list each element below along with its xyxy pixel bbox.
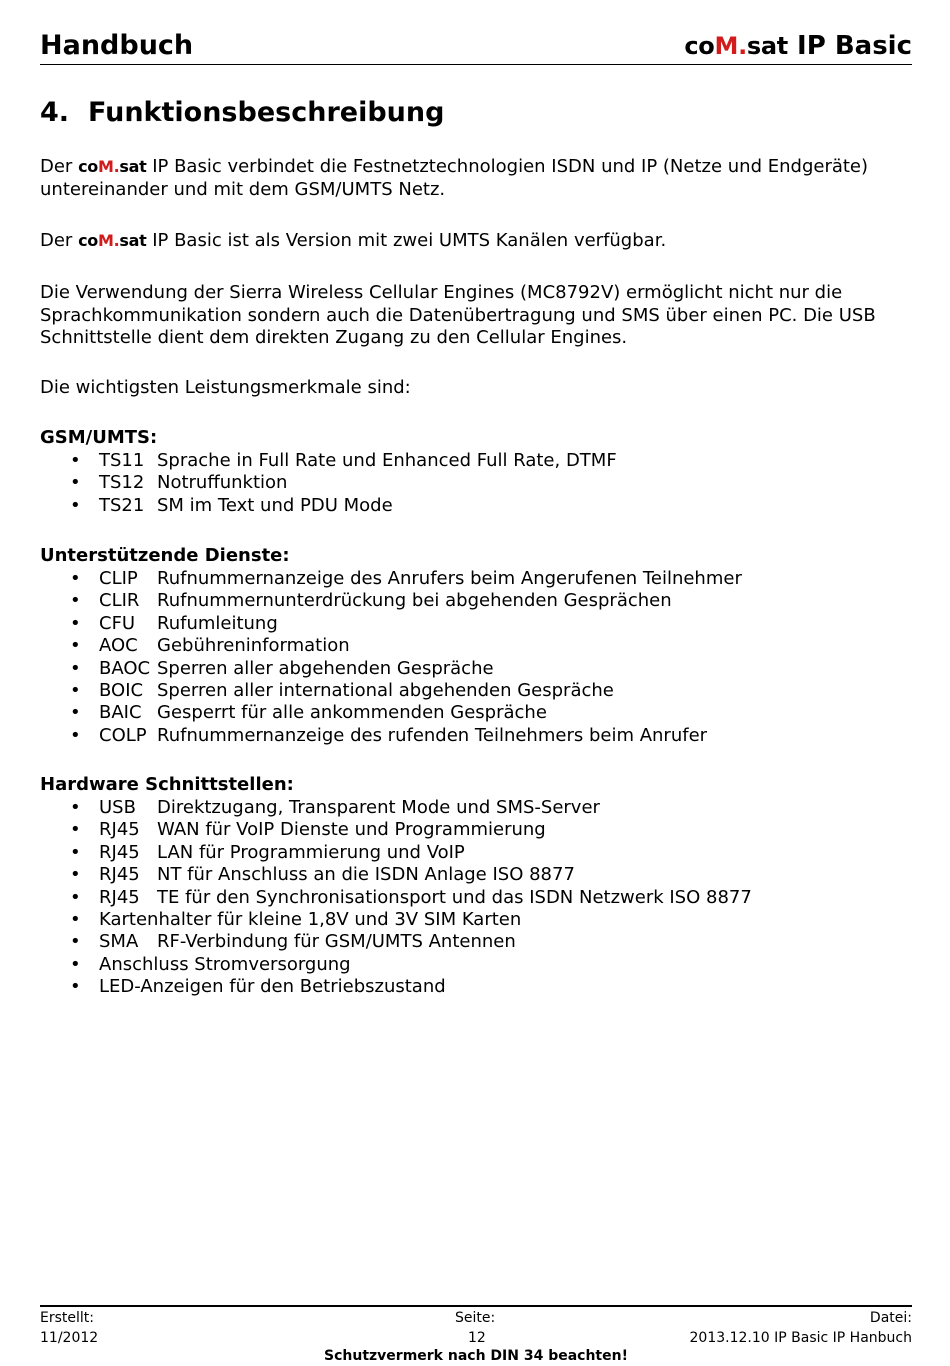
header-brand xyxy=(684,28,912,64)
footer-created-label: Erstellt: xyxy=(40,1310,94,1326)
protection-notice: Schutzvermerk nach DIN 34 beachten! xyxy=(324,1348,628,1364)
paragraph-intro xyxy=(40,156,912,201)
comsat-inline-logo xyxy=(78,231,146,250)
item-text: LED-Anzeigen für den Betriebszustand xyxy=(99,976,446,998)
item-code: TS21 xyxy=(99,494,145,516)
item-desc: RF-Verbindung für GSM/UMTS Antennen xyxy=(157,931,516,953)
bullet: • xyxy=(70,472,81,494)
bullet: • xyxy=(70,702,81,724)
item-code: TS12 xyxy=(99,472,145,494)
bullet: • xyxy=(70,679,81,701)
item-desc: NT für Anschluss an die ISDN Anlage ISO 8877 xyxy=(157,864,575,886)
inline-logo-m: M xyxy=(97,231,114,250)
item-desc: Rufnummernanzeige des rufenden Teilnehmers beim Anrufer xyxy=(157,724,708,746)
footer-file-label: Datei: xyxy=(869,1310,912,1326)
bullet: • xyxy=(70,568,81,589)
comsat-logo xyxy=(684,32,788,60)
footer-page-number: 12 xyxy=(468,1330,486,1346)
logo-co: co xyxy=(684,32,715,60)
bullet: • xyxy=(70,931,81,953)
bullet: • xyxy=(70,612,81,634)
item-desc: WAN für VoIP Dienste und Programmierung xyxy=(157,819,546,841)
bullet: • xyxy=(70,841,81,863)
item-desc: Rufnummernunterdrückung bei abgehenden Gesprächen xyxy=(157,590,672,612)
document-page xyxy=(40,0,912,1362)
item-code: RJ45 xyxy=(99,841,140,863)
comsat-inline-logo xyxy=(78,157,146,176)
paragraph-engines: Die Verwendung der Sierra Wireless Cellular Engines (MC8792V) ermöglicht nicht nur die Sprachkommunikation sondern auch die Datenübertragung und SMS über einen PC. Die USB Schnittstelle dient dem direkten Zugang zu den Cellular Engines. xyxy=(40,282,876,348)
page-header xyxy=(40,28,912,65)
bullet: • xyxy=(70,590,81,612)
item-code: BAOC xyxy=(99,657,151,679)
bullet: • xyxy=(70,953,81,975)
header-product: IP Basic xyxy=(797,31,912,61)
item-desc: LAN für Programmierung und VoIP xyxy=(157,841,465,863)
item-code: RJ45 xyxy=(99,819,140,841)
page-footer xyxy=(40,1305,912,1307)
item-desc: Sperren aller abgehenden Gespräche xyxy=(157,657,494,679)
logo-dot: . xyxy=(738,32,747,60)
inline-logo-m: M xyxy=(97,157,114,176)
paragraph-version-text: IP Basic ist als Version mit zwei UMTS Kanälen verfügbar. xyxy=(152,230,667,251)
section-heading xyxy=(40,96,444,130)
paragraph-intro-text: IP Basic verbindet die Festnetztechnologien ISDN und IP (Netze und Endgeräte) untereinander und mit dem GSM/UMTS Netz. xyxy=(40,156,869,200)
footer-file-value: 2013.12.10 IP Basic IP Hanbuch xyxy=(689,1330,912,1346)
item-text: Anschluss Stromversorgung xyxy=(99,953,351,975)
item-code: TS11 xyxy=(99,450,145,471)
item-code: BAIC xyxy=(99,702,142,724)
section-title: Funktionsbeschreibung xyxy=(88,97,445,128)
bullet: • xyxy=(70,635,81,657)
item-desc: Sprache in Full Rate und Enhanced Full Rate, DTMF xyxy=(157,450,617,471)
paragraph-version xyxy=(40,230,912,253)
inline-logo-dot: . xyxy=(113,231,120,250)
item-code: AOC xyxy=(99,635,138,657)
footer-page-label: Seite: xyxy=(455,1310,496,1326)
item-code: COLP xyxy=(99,724,147,746)
item-code: USB xyxy=(99,797,136,818)
item-code: SMA xyxy=(99,931,139,953)
inline-logo-sat: sat xyxy=(119,157,147,176)
footer-created-value: 11/2012 xyxy=(40,1330,99,1346)
paragraph-version-prefix: Der xyxy=(40,230,73,251)
item-code: RJ45 xyxy=(99,886,140,908)
bullet: • xyxy=(70,864,81,886)
inline-logo-co: co xyxy=(78,231,98,250)
logo-m: M xyxy=(714,32,739,60)
item-desc: Direktzugang, Transparent Mode und SMS-Server xyxy=(157,797,600,818)
item-code: BOIC xyxy=(99,679,144,701)
section-number: 4. xyxy=(40,97,70,128)
item-desc: Gesperrt für alle ankommenden Gespräche xyxy=(157,702,547,724)
item-desc: Sperren aller international abgehenden Gespräche xyxy=(157,679,614,701)
hardware-heading: Hardware Schnittstellen: xyxy=(40,774,294,795)
inline-logo-co: co xyxy=(78,157,98,176)
item-desc: TE für den Synchronisationsport und das ISDN Netzwerk ISO 8877 xyxy=(157,886,752,908)
header-title: Handbuch xyxy=(40,30,194,61)
bullet: • xyxy=(70,797,81,818)
bullet: • xyxy=(70,886,81,908)
item-desc: Gebühreninformation xyxy=(157,635,350,657)
item-desc: Rufnummernanzeige des Anrufers beim Angerufenen Teilnehmer xyxy=(157,568,742,589)
item-code: CLIP xyxy=(99,568,138,589)
item-code: CLIR xyxy=(99,590,140,612)
item-text: Kartenhalter für kleine 1,8V und 3V SIM Karten xyxy=(99,908,522,930)
item-code: CFU xyxy=(99,612,136,634)
logo-sat: sat xyxy=(746,32,788,60)
bullet: • xyxy=(70,976,81,998)
item-desc: Notruffunktion xyxy=(157,472,288,494)
bullet: • xyxy=(70,908,81,930)
inline-logo-sat: sat xyxy=(119,231,147,250)
paragraph-intro-prefix: Der xyxy=(40,156,73,177)
inline-logo-dot: . xyxy=(113,157,120,176)
bullet: • xyxy=(70,450,81,471)
bullet: • xyxy=(70,657,81,679)
paragraph-features-intro: Die wichtigsten Leistungsmerkmale sind: xyxy=(40,377,411,398)
gsm-heading: GSM/UMTS: xyxy=(40,427,158,448)
item-desc: Rufumleitung xyxy=(157,612,278,634)
bullet: • xyxy=(70,724,81,746)
item-desc: SM im Text und PDU Mode xyxy=(157,494,393,516)
dienste-heading: Unterstützende Dienste: xyxy=(40,545,290,566)
bullet: • xyxy=(70,819,81,841)
bullet: • xyxy=(70,494,81,516)
item-code: RJ45 xyxy=(99,864,140,886)
